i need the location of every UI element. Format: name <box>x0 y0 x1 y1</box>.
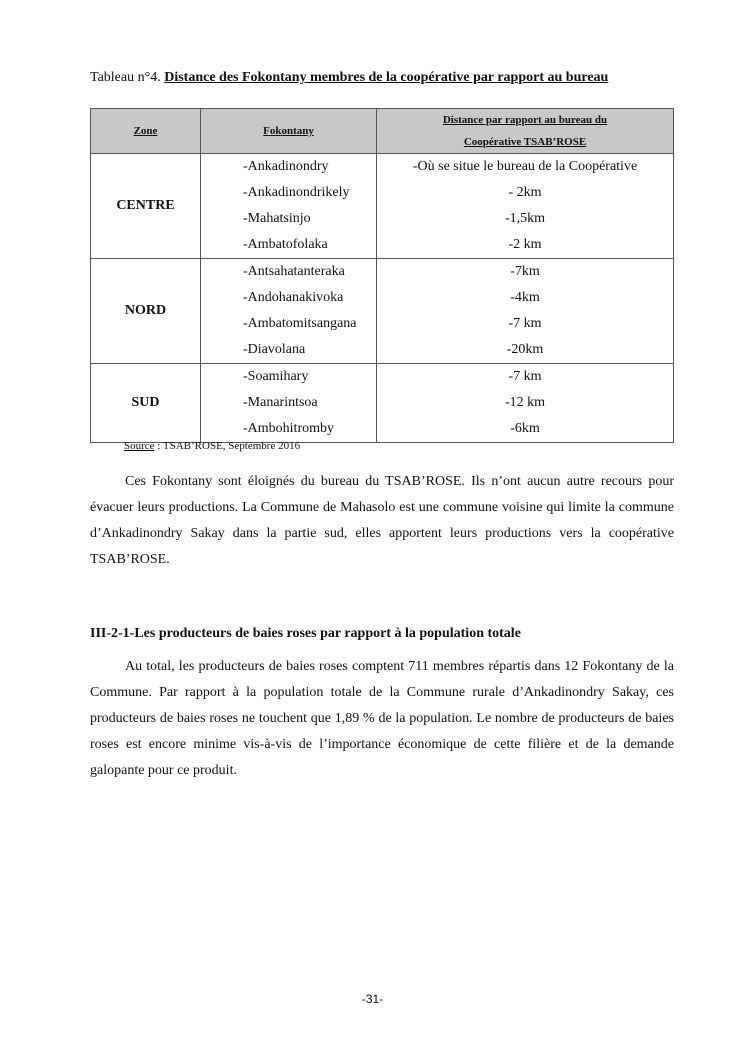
source-label: Source <box>124 440 155 452</box>
distance-cell: -1,5km <box>377 206 674 232</box>
fokontany-cell: -Ambatomitsangana <box>201 311 377 337</box>
caption-prefix: Tableau n°4. <box>90 70 165 85</box>
distance-cell: - 2km <box>377 180 674 206</box>
distance-cell: -20km <box>377 337 674 364</box>
fokontany-cell: -Ankadinondry <box>201 154 377 181</box>
section-heading: III-2-1-Les producteurs de baies roses par rapport à la population totale <box>90 626 521 641</box>
fokontany-cell: -Ambohitromby <box>201 416 377 443</box>
distance-cell: -2 km <box>377 232 674 259</box>
caption-title: Distance des Fokontany membres de la coopérative par rapport au bureau <box>164 70 609 85</box>
zone-cell-centre: CENTRE <box>91 154 201 259</box>
table-caption <box>90 70 608 86</box>
zone-cell-nord: NORD <box>91 259 201 364</box>
distance-cell: -7 km <box>377 311 674 337</box>
fokontany-cell: -Mahatsinjo <box>201 206 377 232</box>
fokontany-cell: -Ambatofolaka <box>201 232 377 259</box>
source-text: : TSAB’ROSE, Septembre 2016 <box>154 440 301 452</box>
table-header-row <box>91 109 674 154</box>
fokontany-cell: -Diavolana <box>201 337 377 364</box>
table-row <box>91 259 674 286</box>
header-fokontany: Fokontany <box>201 109 377 154</box>
distance-cell: -6km <box>377 416 674 443</box>
header-distance <box>377 109 674 154</box>
table-source <box>124 440 300 452</box>
zone-cell-sud: SUD <box>91 364 201 443</box>
fokontany-cell: -Antsahatanteraka <box>201 259 377 286</box>
distance-cell: -Où se situe le bureau de la Coopérative <box>377 154 674 181</box>
distance-cell: -4km <box>377 285 674 311</box>
header-distance-line2: Coopérative TSAB’ROSE <box>463 136 587 148</box>
fokontany-cell: -Soamihary <box>201 364 377 391</box>
fokontany-distance-table <box>90 108 674 443</box>
distance-cell: -7 km <box>377 364 674 391</box>
fokontany-cell: -Manarintsoa <box>201 390 377 416</box>
paragraph-2: Au total, les producteurs de baies roses comptent 711 membres répartis dans 12 Fokontany de la Commune. Par rapport à la population totale de la Commune rurale d’Ankadinondry Sakay, ces producteurs de baies roses ne touchent que 1,89 % de la population. Le nombre de producteurs de baies roses est encore minime vis-à-vis de l’importance économique de cette filière et de la demande galopante pour ce produit. <box>90 659 674 778</box>
distance-cell: -12 km <box>377 390 674 416</box>
header-distance-line1: Distance par rapport au bureau du <box>442 114 608 126</box>
paragraph-1: Ces Fokontany sont éloignés du bureau du TSAB’ROSE. Ils n’ont aucun autre recours pour évacuer leurs productions. La Commune de Mahasolo est une commune voisine qui limite la commune d’Ankadinondry Sakay dans la partie sud, elles apportent leurs productions vers la coopérative TSAB’ROSE. <box>90 474 674 567</box>
distance-cell: -7km <box>377 259 674 286</box>
table-row <box>91 154 674 181</box>
header-zone: Zone <box>91 109 201 154</box>
table-row <box>91 364 674 391</box>
page-number: -31- <box>361 992 384 1006</box>
fokontany-cell: -Ankadinondrikely <box>201 180 377 206</box>
fokontany-cell: -Andohanakivoka <box>201 285 377 311</box>
